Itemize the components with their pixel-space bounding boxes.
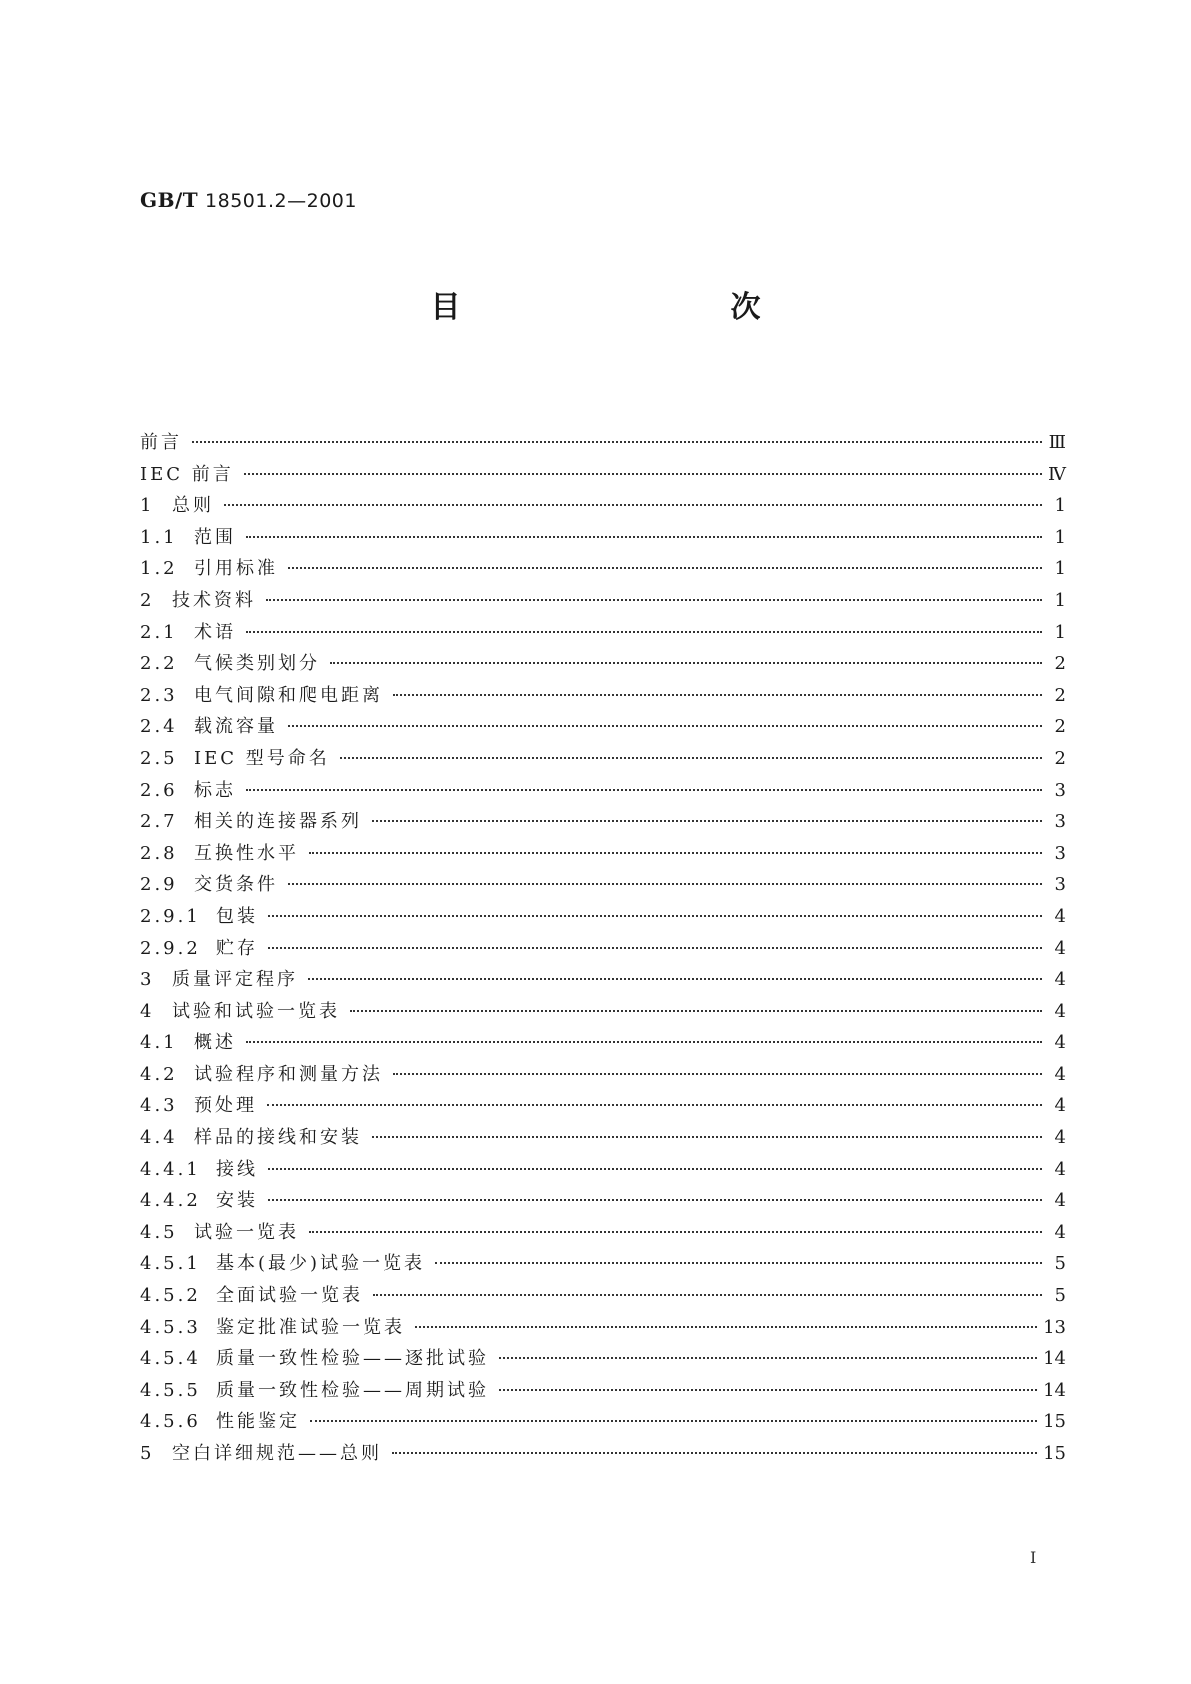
toc-entry-title: 标志 — [194, 779, 236, 801]
toc-entry[interactable] — [140, 1249, 1066, 1281]
toc-entry-title: 基本(最少)试验一览表 — [216, 1253, 426, 1275]
toc-entry-page: 2 — [1054, 653, 1066, 675]
toc-entry[interactable] — [140, 460, 1066, 492]
toc-dot-leader — [373, 1294, 1042, 1296]
toc-entry-number: 4.5 — [140, 1221, 178, 1243]
toc-entry-number: 2.9 — [140, 874, 178, 896]
toc-entry-number: 4.4.2 — [140, 1190, 201, 1212]
toc-entry-page: 14 — [1043, 1379, 1066, 1401]
toc-entry-number: 4 — [140, 1000, 155, 1022]
toc-entry-title: 电气间隙和爬电距离 — [194, 684, 383, 706]
toc-entry-page: 4 — [1054, 1095, 1066, 1117]
toc-entry-number: 2 — [140, 589, 155, 611]
toc-entry[interactable] — [140, 1344, 1066, 1376]
toc-entry-number: 4.1 — [140, 1032, 178, 1054]
toc-entry-page: 4 — [1054, 937, 1066, 959]
toc-entry-number: 1.2 — [140, 558, 178, 580]
toc-entry-title: 互换性水平 — [194, 842, 299, 864]
toc-entry-page: 4 — [1054, 1127, 1066, 1149]
toc-entry[interactable] — [140, 1028, 1066, 1060]
toc-dot-leader — [310, 1420, 1037, 1422]
toc-dot-leader — [268, 1199, 1042, 1201]
toc-dot-leader — [372, 820, 1042, 822]
toc-dot-leader — [435, 1262, 1042, 1264]
toc-entry-number: 2.5 — [140, 747, 178, 769]
toc-entry[interactable] — [140, 712, 1066, 744]
toc-entry[interactable] — [140, 776, 1066, 808]
toc-entry-title: 鉴定批准试验一览表 — [216, 1316, 405, 1338]
toc-entry-page: 1 — [1054, 526, 1066, 548]
toc-dot-leader — [308, 978, 1042, 980]
toc-entry-page: 4 — [1054, 1158, 1066, 1180]
toc-entry-number: 2.9.2 — [140, 937, 201, 959]
toc-entry-title: 试验一览表 — [194, 1221, 299, 1243]
standard-prefix: GB/T — [140, 188, 199, 212]
toc-entry-page: 1 — [1054, 589, 1066, 611]
toc-entry-title: 全面试验一览表 — [216, 1285, 363, 1307]
toc-entry-title: 试验和试验一览表 — [172, 1000, 340, 1022]
toc-entry-number: 4.5.6 — [140, 1411, 201, 1433]
toc-entry[interactable] — [140, 491, 1066, 523]
toc-entry-title: 概述 — [194, 1032, 236, 1054]
toc-entry-number: 2.8 — [140, 842, 178, 864]
toc-entry[interactable] — [140, 649, 1066, 681]
toc-entry-page: 1 — [1054, 621, 1066, 643]
toc-entry-title: 前言 — [140, 432, 182, 453]
toc-entry-number: 4.3 — [140, 1095, 178, 1117]
toc-entry-title: 质量一致性检验——逐批试验 — [216, 1348, 489, 1370]
toc-entry[interactable] — [140, 1123, 1066, 1155]
toc-entry-page: 5 — [1054, 1285, 1066, 1307]
toc-entry[interactable] — [140, 586, 1066, 618]
toc-dot-leader — [246, 789, 1042, 791]
toc-dot-leader — [288, 883, 1042, 885]
toc-dot-leader — [246, 536, 1042, 538]
toc-entry-title: 交货条件 — [194, 874, 278, 896]
toc-dot-leader — [309, 852, 1042, 854]
toc-entry-number: 4.2 — [140, 1063, 178, 1085]
toc-entry-title: 样品的接线和安装 — [194, 1127, 362, 1149]
toc-entry-title: 接线 — [216, 1158, 258, 1180]
toc-entry-number: 2.6 — [140, 779, 178, 801]
toc-entry-title: 相关的连接器系列 — [194, 811, 362, 833]
toc-entry-title: 引用标准 — [194, 558, 278, 580]
toc-entry-page: 15 — [1043, 1411, 1066, 1433]
toc-entry-page: 13 — [1043, 1316, 1066, 1338]
toc-dot-leader — [330, 662, 1042, 664]
toc-dot-leader — [268, 915, 1042, 917]
toc-entry-page: 15 — [1043, 1443, 1066, 1464]
toc-dot-leader — [246, 631, 1042, 633]
table-of-contents — [140, 428, 1066, 1471]
toc-dot-leader — [340, 757, 1042, 759]
toc-entry-number: 2.2 — [140, 653, 178, 675]
toc-entry-title: 试验程序和测量方法 — [194, 1063, 383, 1085]
toc-entry-page: 2 — [1054, 747, 1066, 769]
toc-entry[interactable] — [140, 1313, 1066, 1345]
toc-entry-number: 4.5.1 — [140, 1253, 201, 1275]
toc-entry[interactable] — [140, 1218, 1066, 1250]
toc-entry-page: 4 — [1054, 969, 1066, 991]
page-title: 目 次 — [430, 290, 831, 325]
toc-entry-title: 质量一致性检验——周期试验 — [216, 1379, 489, 1401]
toc-entry-title: 质量评定程序 — [172, 969, 298, 991]
toc-entry-title: 术语 — [194, 621, 236, 643]
toc-entry-title: 技术资料 — [172, 589, 256, 611]
toc-dot-leader — [288, 725, 1042, 727]
toc-entry-number: 5 — [140, 1443, 155, 1464]
toc-entry-page: 2 — [1054, 716, 1066, 738]
toc-entry-number: 4.5.3 — [140, 1316, 201, 1338]
standard-number — [140, 188, 357, 212]
toc-entry-number: 4.5.5 — [140, 1379, 201, 1401]
toc-dot-leader — [268, 1168, 1042, 1170]
toc-entry[interactable] — [140, 1060, 1066, 1092]
toc-dot-leader — [393, 1073, 1042, 1075]
toc-entry[interactable] — [140, 1376, 1066, 1408]
toc-entry-title: 性能鉴定 — [216, 1411, 300, 1433]
toc-entry-number: 4.4 — [140, 1127, 178, 1149]
toc-entry-title: 范围 — [194, 526, 236, 548]
toc-entry-number: 4.5.2 — [140, 1285, 201, 1307]
toc-entry[interactable] — [140, 1439, 1066, 1471]
toc-entry[interactable] — [140, 1155, 1066, 1187]
toc-dot-leader — [499, 1357, 1037, 1359]
toc-entry-number: 4.4.1 — [140, 1158, 201, 1180]
standard-code: 18501.2—2001 — [205, 190, 357, 212]
toc-entry-title: 包装 — [216, 905, 258, 927]
toc-dot-leader — [267, 1104, 1042, 1106]
toc-entry[interactable] — [140, 965, 1066, 997]
toc-entry-page: 4 — [1054, 1032, 1066, 1054]
toc-entry-page: Ⅲ — [1048, 432, 1066, 453]
toc-entry-page: 4 — [1054, 1000, 1066, 1022]
toc-entry[interactable] — [140, 618, 1066, 650]
toc-entry[interactable] — [140, 1186, 1066, 1218]
toc-dot-leader — [499, 1389, 1037, 1391]
toc-entry-number: 1 — [140, 495, 155, 517]
toc-entry-page: 14 — [1043, 1348, 1066, 1370]
toc-dot-leader — [415, 1326, 1037, 1328]
toc-entry[interactable] — [140, 870, 1066, 902]
toc-dot-leader — [372, 1136, 1042, 1138]
toc-entry-number: 2.9.1 — [140, 905, 201, 927]
toc-dot-leader — [393, 694, 1042, 696]
toc-dot-leader — [246, 1041, 1042, 1043]
toc-entry[interactable] — [140, 934, 1066, 966]
toc-entry[interactable] — [140, 554, 1066, 586]
toc-entry-page: 3 — [1054, 874, 1066, 896]
toc-dot-leader — [392, 1452, 1037, 1454]
toc-entry[interactable] — [140, 1281, 1066, 1313]
toc-entry-title: 贮存 — [216, 937, 258, 959]
toc-entry-title: IEC 前言 — [140, 463, 234, 485]
toc-dot-leader — [244, 473, 1042, 475]
toc-dot-leader — [309, 1231, 1042, 1233]
toc-entry-title: 气候类别划分 — [194, 653, 320, 675]
toc-entry-title: IEC 型号命名 — [194, 747, 330, 769]
toc-entry-page: 3 — [1054, 811, 1066, 833]
toc-entry[interactable] — [140, 428, 1066, 460]
toc-dot-leader — [224, 504, 1042, 506]
toc-entry[interactable] — [140, 523, 1066, 555]
toc-dot-leader — [288, 567, 1042, 569]
toc-entry-title: 总则 — [172, 495, 214, 517]
toc-entry-title: 空白详细规范——总则 — [172, 1443, 382, 1464]
toc-entry-number: 3 — [140, 969, 155, 991]
toc-entry-title: 安装 — [216, 1190, 258, 1212]
toc-entry-page: 1 — [1054, 495, 1066, 517]
toc-entry[interactable] — [140, 744, 1066, 776]
toc-dot-leader — [266, 599, 1042, 601]
toc-entry-number: 2.7 — [140, 811, 178, 833]
toc-entry-page: 4 — [1054, 1190, 1066, 1212]
toc-entry-page: 5 — [1054, 1253, 1066, 1275]
page-folio: I — [1030, 1548, 1037, 1567]
toc-entry[interactable] — [140, 839, 1066, 871]
toc-entry-page: Ⅳ — [1048, 463, 1066, 485]
toc-dot-leader — [192, 441, 1042, 443]
toc-entry-page: 4 — [1054, 1063, 1066, 1085]
toc-entry[interactable] — [140, 1091, 1066, 1123]
toc-entry-page: 4 — [1054, 1221, 1066, 1243]
toc-dot-leader — [350, 1010, 1042, 1012]
toc-entry-number: 4.5.4 — [140, 1348, 201, 1370]
toc-entry-number: 2.1 — [140, 621, 178, 643]
toc-entry[interactable] — [140, 681, 1066, 713]
toc-entry-page: 3 — [1054, 779, 1066, 801]
toc-entry-number: 1.1 — [140, 526, 178, 548]
toc-entry-title: 预处理 — [194, 1095, 257, 1117]
toc-entry-page: 1 — [1054, 558, 1066, 580]
toc-entry-page: 2 — [1054, 684, 1066, 706]
toc-entry[interactable] — [140, 997, 1066, 1029]
toc-entry[interactable] — [140, 902, 1066, 934]
toc-entry-number: 2.3 — [140, 684, 178, 706]
toc-entry-page: 4 — [1054, 905, 1066, 927]
toc-entry-page: 3 — [1054, 842, 1066, 864]
toc-entry[interactable] — [140, 807, 1066, 839]
toc-entry-number: 2.4 — [140, 716, 178, 738]
toc-dot-leader — [268, 947, 1042, 949]
toc-entry[interactable] — [140, 1407, 1066, 1439]
toc-entry-title: 载流容量 — [194, 716, 278, 738]
